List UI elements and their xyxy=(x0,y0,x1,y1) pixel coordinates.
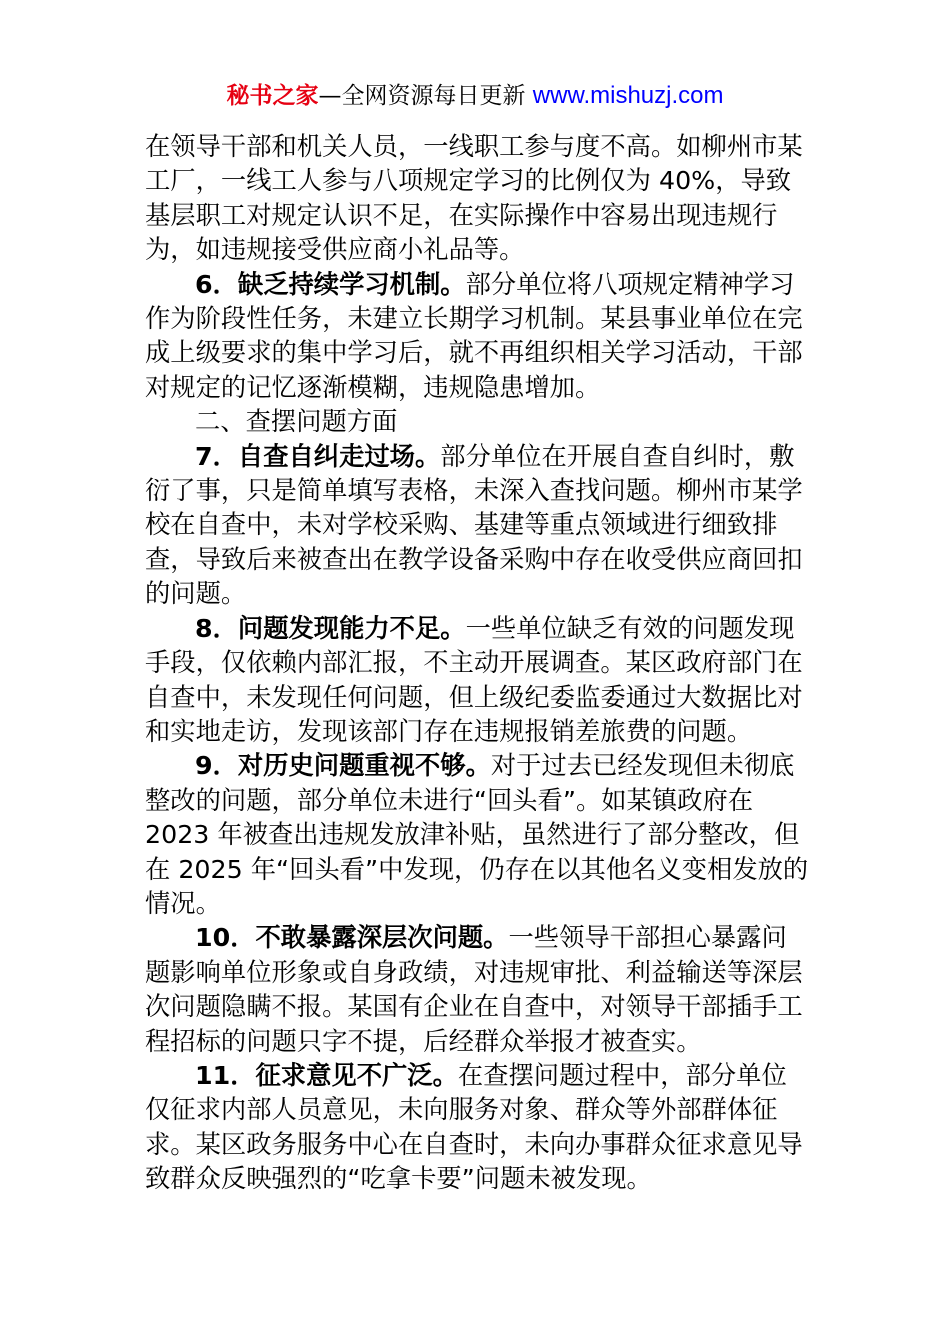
paragraph-item-9 xyxy=(145,749,809,921)
paragraph-text: 对于过去已经发现但未彻底整改的问题，部分单位未进行“回头看”。如某镇政府在 2023 年被查出违规发放津补贴，虽然进行了部分整改，但在 2025 年“回头看”中发现，仍存在以其他名义变相发放的情况。 xyxy=(145,751,809,918)
item-heading: 11．征求意见不广泛。 xyxy=(195,1060,458,1090)
paragraph-item-6 xyxy=(145,268,809,406)
item-heading: 9．对历史问题重视不够。 xyxy=(195,751,491,781)
paragraph-item-8 xyxy=(145,612,809,750)
paragraph-text: 在查摆问题过程中，部分单位仅征求内部人员意见，未向服务对象、群众等外部群体征求。某区政务服务中心在自查时，未向办事群众征求意见导致群众反映强烈的“吃拿卡要”问题未被发现。 xyxy=(145,1060,803,1194)
paragraph-text: 部分单位在开展自查自纠时，敷衍了事，只是简单填写表格，未深入查找问题。柳州市某学校在自查中，未对学校采购、基建等重点领域进行细致排查，导致后来被查出在教学设备采购中存在收受供应商回扣的问题。 xyxy=(145,441,803,609)
document-body xyxy=(145,130,809,1197)
section-title: 二、查摆问题方面 xyxy=(195,407,398,437)
site-url-link[interactable]: www.mishuzj.com xyxy=(532,82,724,109)
site-brand: 秘书之家 xyxy=(226,83,319,109)
item-heading: 6．缺乏持续学习机制。 xyxy=(195,269,466,299)
paragraph-item-7 xyxy=(145,440,809,612)
paragraph-text: 部分单位将八项规定精神学习作为阶段性任务，未建立长期学习机制。某县事业单位在完成上级要求的集中学习后，就不再组织相关学习活动，干部对规定的记忆逐渐模糊，违规隐患增加。 xyxy=(145,269,803,402)
paragraph-item-10 xyxy=(145,921,809,1059)
item-heading: 8．问题发现能力不足。 xyxy=(195,613,466,643)
paragraph-text: 在领导干部和机关人员，一线职工参与度不高。如柳州市某工厂，一线工人参与八项规定学习的比例仅为 40%，导致基层职工对规定认识不足，在实际操作中容易出现违规行为，如违规接受供应商小礼品等。 xyxy=(145,132,803,265)
item-heading: 7．自查自纠走过场。 xyxy=(195,441,441,471)
paragraph-text: 一些领导干部担心暴露问题影响单位形象或自身政绩，对违规审批、利益输送等深层次问题隐瞒不报。某国有企业在自查中，对领导干部插手工程招标的问题只字不提，后经群众举报才被查实。 xyxy=(145,923,803,1056)
item-heading: 10．不敢暴露深层次问题。 xyxy=(195,923,509,953)
section-heading xyxy=(145,405,809,439)
page-header xyxy=(0,80,950,112)
paragraph-item-11 xyxy=(145,1059,809,1197)
paragraph-text: 一些单位缺乏有效的问题发现手段，仅依赖内部汇报，不主动开展调查。某区政府部门在自查中，未发现任何问题，但上级纪委监委通过大数据比对和实地走访，发现该部门存在违规报销差旅费的问题。 xyxy=(145,613,803,746)
paragraph-continuation xyxy=(145,130,809,268)
site-tagline: —全网资源每日更新 xyxy=(318,83,533,109)
